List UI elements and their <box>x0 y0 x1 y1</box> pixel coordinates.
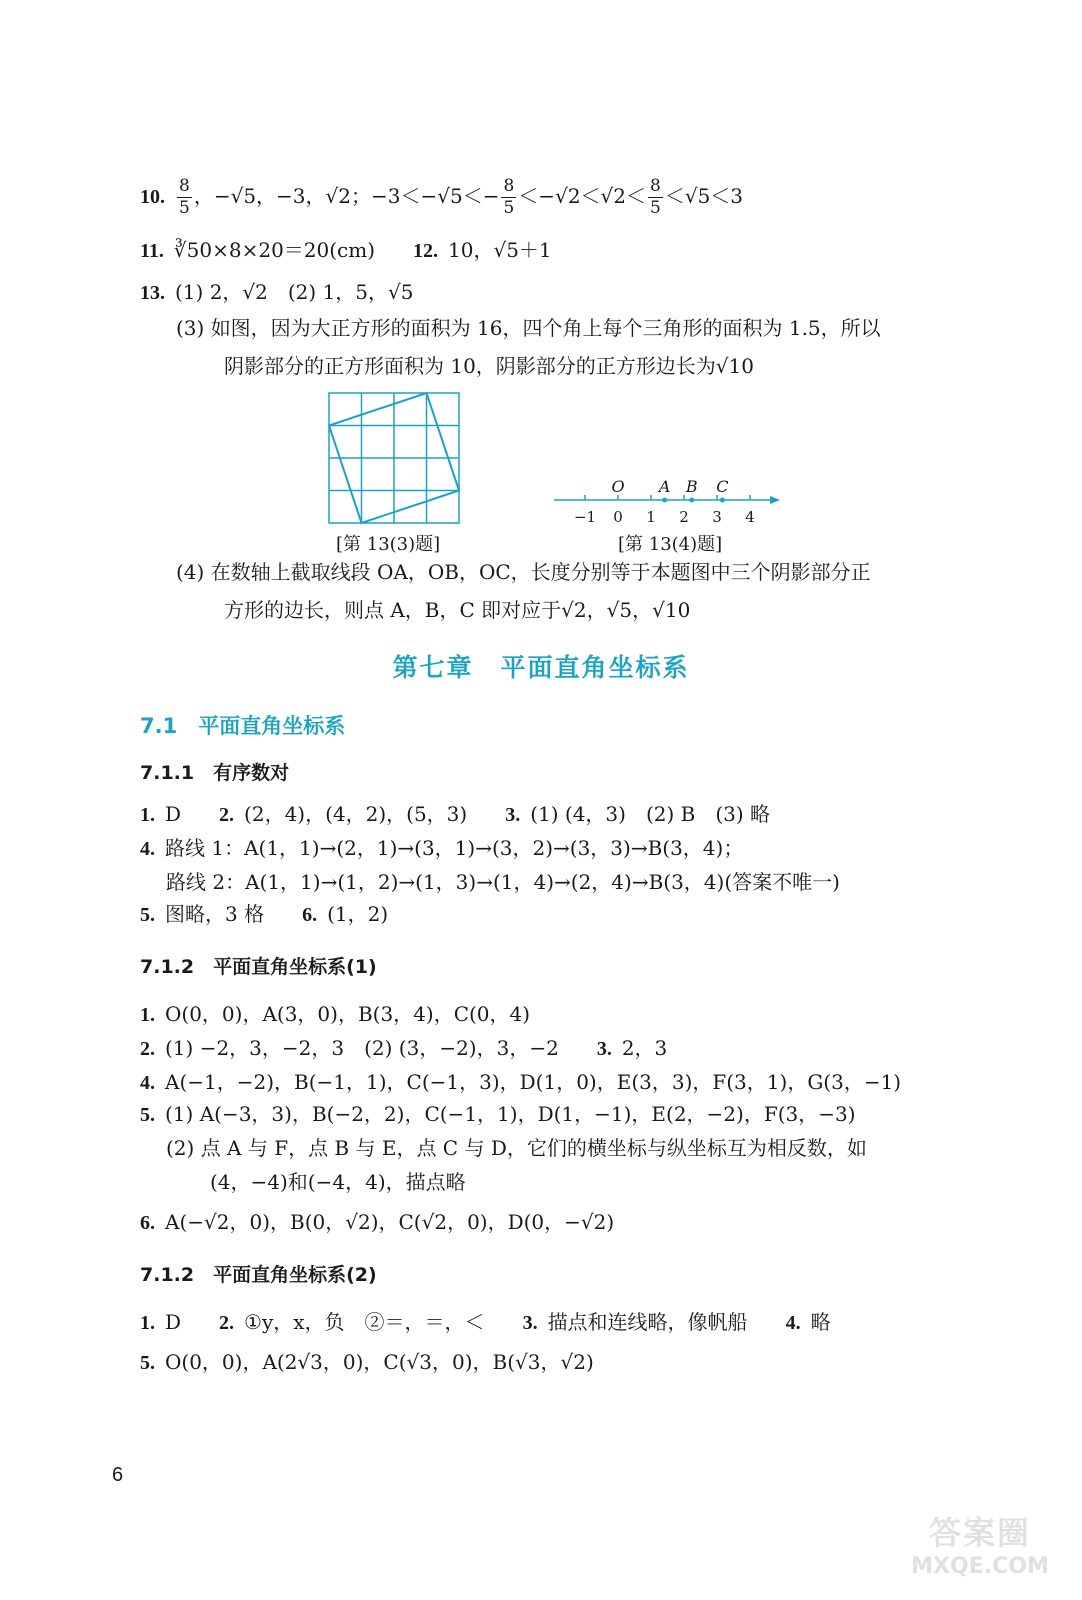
figure-13-4-number-line <box>548 474 784 530</box>
subsection-title-711: 7.1.1 有序数对 <box>140 762 290 784</box>
tick-label: 1 <box>646 508 656 526</box>
point-mark <box>720 498 725 503</box>
answer-13-part3-line2: 阴影部分的正方形面积为 10，阴影部分的正方形边长为√10 <box>224 354 754 378</box>
point-label: A <box>658 477 671 496</box>
answer-row: 1. O(0，0)，A(3，0)，B(3，4)，C(0，4) <box>140 1002 531 1026</box>
answer-row: 4. 路线 1：A(1，1)→(2，1)→(3，1)→(3，2)→(3，3)→B(3，4)； <box>140 836 744 860</box>
arrow-icon <box>770 496 780 504</box>
question-number: 12. <box>413 240 439 262</box>
tick-label: −1 <box>573 508 597 526</box>
question-number: 2. <box>140 1038 155 1060</box>
question-number: 5. <box>140 904 155 926</box>
question-number: 1. <box>140 804 155 826</box>
question-number: 10. <box>140 186 165 208</box>
question-number: 1. <box>140 1312 155 1334</box>
question-number: 6. <box>302 904 318 926</box>
watermark-logo: 答案圈 MXQE.COM <box>911 1514 1049 1579</box>
point-label: O <box>611 477 625 496</box>
point-label: C <box>716 477 729 496</box>
question-number: 6. <box>140 1212 155 1234</box>
subsection-title-712-2: 7.1.2 平面直角坐标系(2) <box>140 1264 377 1286</box>
question-number: 11. <box>140 240 164 262</box>
answer-row: 4. A(−1，−2)，B(−1，1)，C(−1，3)，D(1，0)，E(3，3)，F(3，1)，G(3，−1) <box>140 1070 902 1094</box>
answer-13-part1: 13. (1) 2，√2 (2) 1，5，√5 <box>140 280 414 304</box>
fraction: $\frac{8}{5}$ <box>179 176 190 218</box>
answer-row: (2) 点 A 与 F，点 B 与 E，点 C 与 D，它们的横坐标与纵坐标互为相反数，如 <box>166 1136 867 1160</box>
tick-label: 0 <box>613 508 623 526</box>
answer-13-part3-line1: (3) 如图，因为大正方形的面积为 16，四个角上每个三角形的面积为 1.5，所以 <box>176 316 881 340</box>
point-label: B <box>685 477 698 496</box>
question-number: 4. <box>140 1072 155 1094</box>
answer-row: 5. (1) A(−3，3)，B(−2，2)，C(−1，1)，D(1，−1)，E(2，−2)，F(3，−3) <box>140 1102 856 1126</box>
question-number: 3. <box>522 1312 538 1334</box>
point-mark <box>662 498 667 503</box>
question-number: 2. <box>219 804 235 826</box>
question-number: 5. <box>140 1104 155 1126</box>
answer-10: 10. $\frac{8}{5}$ ，−√5，−3，√2；−3＜−√5＜− $\frac{8}{5}$ ＜−√2＜√2＜ $\frac{8}{5}$ ＜√5＜3 <box>140 176 744 218</box>
question-number: 4. <box>140 838 155 860</box>
page-number: 6 <box>112 1464 124 1486</box>
question-number: 5. <box>140 1352 155 1374</box>
answer-row: 1. D 2. (2，4)，(4，2)，(5，3) 3. (1) (4，3) (2) B (3) 略 <box>140 802 771 826</box>
question-number: 3. <box>596 1038 612 1060</box>
answer-row: 5. O(0，0)，A(2√3，0)，C(√3，0)，B(√3，√2) <box>140 1350 594 1374</box>
question-number: 2. <box>219 1312 235 1334</box>
figure-13-3-caption: [第 13(3)题] <box>336 534 441 555</box>
figure-13-3-grid <box>326 390 462 526</box>
answer-row: 2. (1) −2，3，−2，3 (2) (3，−2)，3，−2 3. 2，3 <box>140 1036 668 1060</box>
answer-13-part4-line2: 方形的边长，则点 A，B，C 即对应于√2，√5，√10 <box>224 598 691 622</box>
fraction: $\frac{8}{5}$ <box>650 176 661 218</box>
section-title: 7.1 平面直角坐标系 <box>140 714 346 738</box>
answer-row: 路线 2：A(1，1)→(1，2)→(1，3)→(1，4)→(2，4)→B(3，4)(答案不唯一) <box>166 870 840 894</box>
question-number: 4. <box>785 1312 801 1334</box>
answer-row: 6. A(−√2，0)，B(0，√2)，C(√2，0)，D(0，−√2) <box>140 1210 615 1234</box>
answer-row: 5. 图略，3 格 6. (1，2) <box>140 902 389 926</box>
answer-row: 1. D 2. ①y，x，负 ②＝，＝，＜ 3. 描点和连线略，像帆船 4. 略 <box>140 1310 831 1334</box>
figure-13-4-caption: [第 13(4)题] <box>618 534 723 555</box>
chapter-title: 第七章 平面直角坐标系 <box>392 653 690 682</box>
question-number: 3. <box>505 804 521 826</box>
answer-13-part4-line1: (4) 在数轴上截取线段 OA，OB，OC，长度分别等于本题图中三个阴影部分正 <box>176 560 871 584</box>
point-mark <box>689 498 694 503</box>
answer-row: (4，−4)和(−4，4)，描点略 <box>210 1170 466 1194</box>
question-number: 13. <box>140 282 165 304</box>
fraction: $\frac{8}{5}$ <box>503 176 515 218</box>
tick-label: 2 <box>679 508 689 526</box>
answer-11-12: 11. ∛50×8×20＝20(cm) 12. 10，√5＋1 <box>140 238 552 262</box>
tick-label: 4 <box>745 508 755 526</box>
tick-label: 3 <box>712 508 722 526</box>
question-number: 1. <box>140 1004 155 1026</box>
subsection-title-712-1: 7.1.2 平面直角坐标系(1) <box>140 956 377 978</box>
